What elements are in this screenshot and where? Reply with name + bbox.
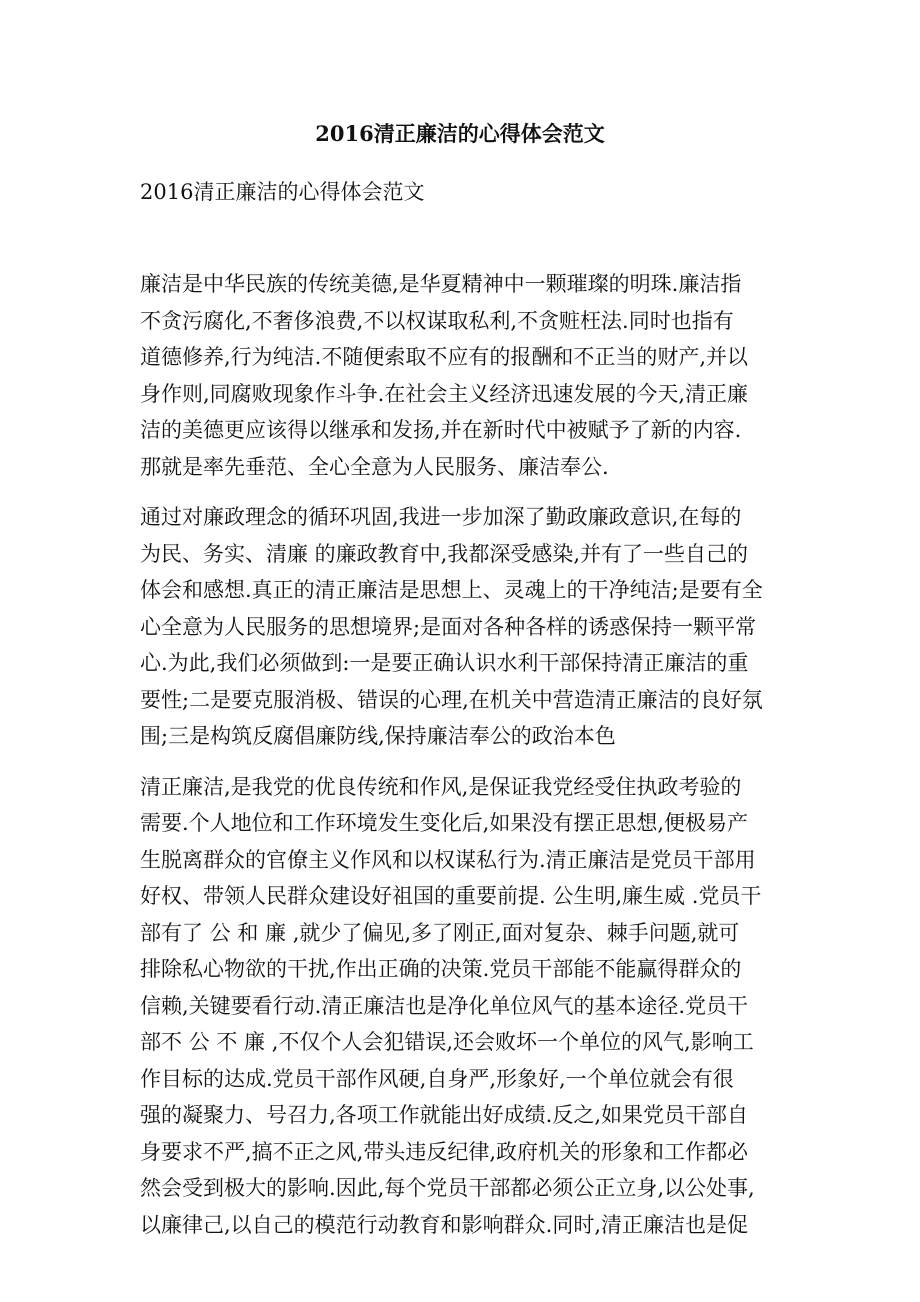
document-subtitle: 2016清正廉洁的心得体会范文 [140,180,425,204]
text-line: 身要求不严,搞不正之风,带头违反纪律,政府机关的形象和工作都必 [140,1139,749,1164]
text-line: 体会和感想.真正的清正廉洁是思想上、灵魂上的干净纯洁;是要有全 [140,578,763,602]
text-line: 廉洁是中华民族的传统美德,是华夏精神中一颗璀璨的明珠.廉洁指 [140,272,742,296]
text-line: 身作则,同腐败现象作斗争.在社会主义经济迅速发展的今天,清正廉 [140,381,749,406]
document-title: 2016清正廉洁的心得体会范文 [315,121,605,146]
text-line: 心全意为人民服务的思想境界;是面对各种各样的诱惑保持一颗平常 [140,614,757,639]
text-line: 洁的美德更应该得以继承和发扬,并在新时代中被赋予了新的内容. [140,418,742,442]
text-line: 围;三是构筑反腐倡廉防线,保持廉洁奉公的政治本色 [140,724,616,748]
text-line: 道德修养,行为纯洁.不随便索取不应有的报酬和不正当的财产,并以 [140,345,749,369]
text-line: 清正廉洁,是我党的优良传统和作风,是保证我党经受住执政考验的 [140,774,742,799]
text-line: 通过对廉政理念的循环巩固,我进一步加深了勤政廉政意识,在每的 [140,505,742,529]
text-line: 为民、务实、清廉 的廉政教育中,我都深受感染,并有了一些自己的 [140,541,749,566]
text-line: 好权、带领人民群众建设好祖国的重要前提. 公生明,廉生威 .党员干 [140,884,762,908]
document-body [140,266,790,1257]
text-line: 要性;二是要克服消极、错误的心理,在机关中营造清正廉洁的良好氛 [140,687,763,712]
text-line: 强的凝聚力、号召力,各项工作就能出好成绩.反之,如果党员干部自 [140,1103,749,1127]
text-line: 不贪污腐化,不奢侈浪费,不以权谋取私利,不贪赃枉法.同时也指有 [140,308,734,333]
paragraph-2 [140,499,790,755]
text-line: 生脱离群众的官僚主义作风和以权谋私行为.清正廉洁是党员干部用 [140,847,756,872]
text-line: 排除私心物欲的干扰,作出正确的决策.党员干部能不能赢得群众的 [140,957,742,981]
text-line: 以廉律己,以自己的模范行动教育和影响群众.同时,清正廉洁也是促 [140,1212,749,1237]
paragraph-1 [140,266,790,485]
text-line: 部不 公 不 廉 ,不仅个人会犯错误,还会败坏一个单位的风气,影响工 [140,1030,754,1054]
text-line: 心.为此,我们必须做到:一是要正确认识水利干部保持清正廉洁的重 [140,651,749,675]
text-line: 然会受到极大的影响.因此,每个党员干部都必须公正立身,以公处事, [140,1176,755,1200]
text-line: 那就是率先垂范、全心全意为人民服务、廉洁奉公. [140,454,609,479]
text-line: 部有了 公 和 廉 ,就少了偏见,多了刚正,面对复杂、棘手问题,就可 [140,920,740,945]
text-line: 信赖,关键要看行动.清正廉洁也是净化单位风气的基本途径.党员干 [140,993,749,1018]
paragraph-3 [140,769,790,1244]
text-line: 需要.个人地位和工作环境发生变化后,如果没有摆正思想,便极易产 [140,811,749,835]
text-line: 作目标的达成.党员干部作风硬,自身严,形象好,一个单位就会有很 [140,1066,734,1091]
